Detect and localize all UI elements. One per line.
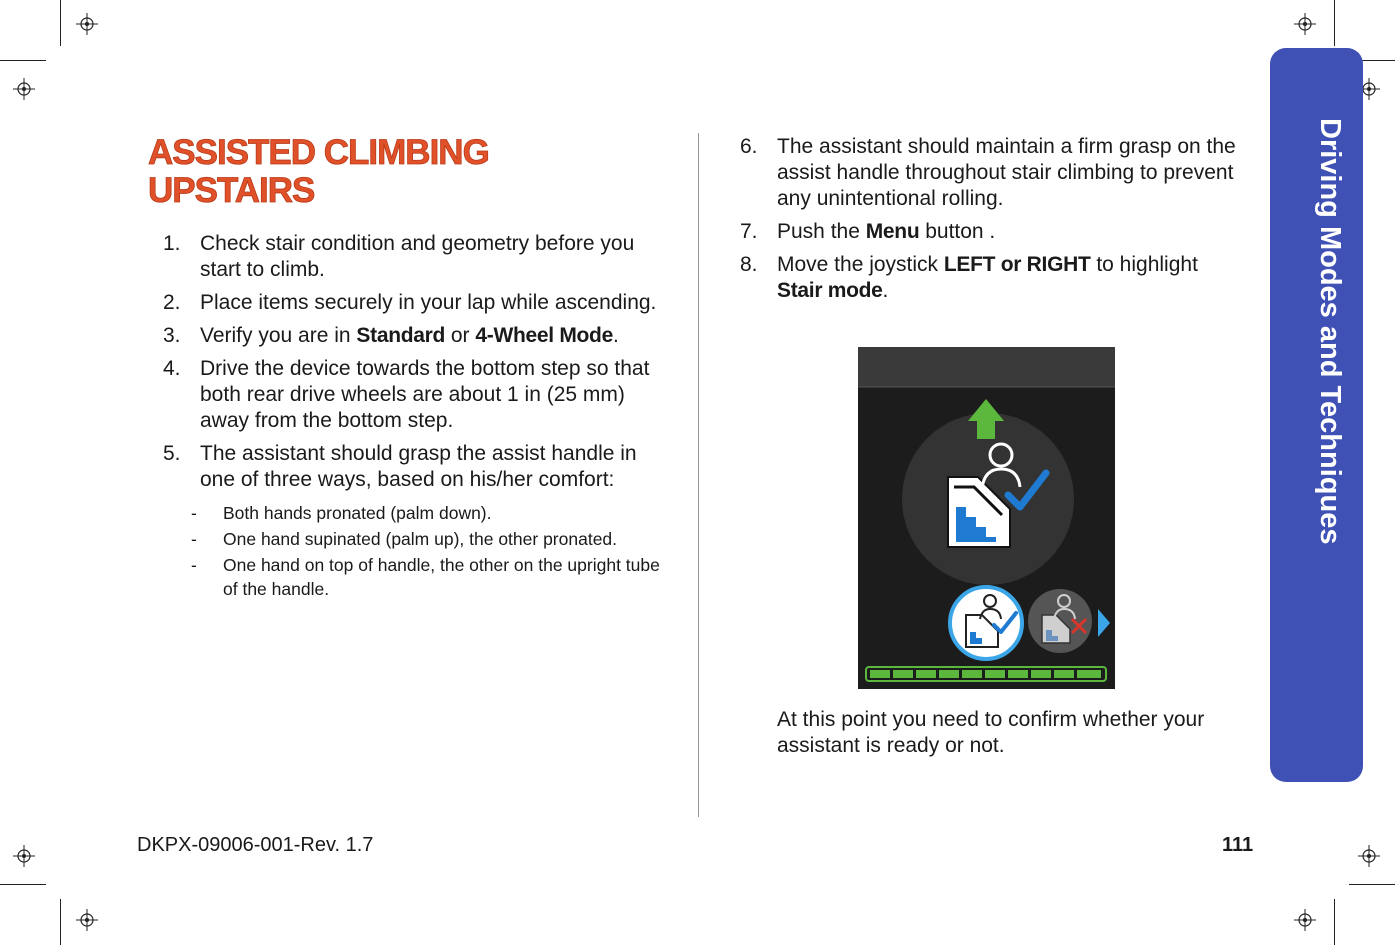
step-number: 7. xyxy=(740,220,758,243)
instruction-paragraph: At this point you need to confirm whether your assistant is ready or not. xyxy=(777,708,1205,757)
step-text: Drive the device towards the bottom step so that both rear drive wheels are about 1 in (25 mm) away from the bottom step. xyxy=(200,357,650,432)
registration-mark-icon xyxy=(76,909,98,931)
crop-mark xyxy=(1349,884,1395,885)
registration-mark-icon xyxy=(13,78,35,100)
step-text: or xyxy=(445,324,476,347)
registration-mark-icon xyxy=(76,13,98,35)
mode-name: Stair mode xyxy=(777,279,883,302)
list-item xyxy=(163,356,673,434)
registration-mark-icon xyxy=(13,845,35,867)
device-screen-illustration xyxy=(858,347,1115,689)
list-item xyxy=(163,323,673,349)
list-item xyxy=(740,252,1240,304)
screen-header-bar xyxy=(858,347,1115,387)
step-text: button . xyxy=(919,220,996,243)
list-item xyxy=(163,231,673,283)
step-text: Push the xyxy=(777,220,866,243)
list-item xyxy=(163,290,673,316)
list-item xyxy=(740,219,1240,245)
crop-mark xyxy=(1334,0,1335,46)
page-title xyxy=(148,134,648,210)
column-divider xyxy=(698,133,699,817)
crop-mark xyxy=(0,884,46,885)
crop-mark xyxy=(1334,899,1335,945)
sub-item-dash: - xyxy=(191,529,197,549)
registration-mark-icon xyxy=(1358,845,1380,867)
sub-list-item xyxy=(163,527,673,551)
sub-item-text: One hand supinated (palm up), the other pronated. xyxy=(223,529,618,549)
list-item xyxy=(163,441,673,493)
steps-list-right xyxy=(740,134,1240,311)
step-text: Move the joystick xyxy=(777,253,944,276)
document-id: DKPX-09006-001-Rev. 1.7 xyxy=(137,834,374,856)
step-text: Verify you are in xyxy=(200,324,357,347)
sub-item-dash: - xyxy=(191,555,197,575)
mode-name: Standard xyxy=(356,324,446,347)
sub-item-text: Both hands pronated (palm down). xyxy=(223,503,492,523)
crop-mark xyxy=(60,899,61,945)
step-number: 4. xyxy=(163,357,181,380)
steps-list-left xyxy=(163,231,673,605)
step-text: The assistant should grasp the assist handle in one of three ways, based on his/her comfort: xyxy=(200,442,637,491)
section-tab-label: Driving Modes and Techniques xyxy=(1314,118,1346,545)
step-number: 2. xyxy=(163,291,181,314)
step-number: 6. xyxy=(740,135,758,158)
crop-mark xyxy=(0,60,46,61)
sub-list-item xyxy=(163,501,673,525)
page-number: 111 xyxy=(1222,834,1254,856)
list-item xyxy=(740,134,1240,212)
direction-name: LEFT or RIGHT xyxy=(943,253,1091,276)
title-line: ASSISTED CLIMBING xyxy=(148,133,489,172)
step-text: . xyxy=(882,279,889,302)
step-text: to highlight xyxy=(1090,253,1198,276)
step-number: 3. xyxy=(163,324,181,347)
mode-name: 4-Wheel Mode xyxy=(475,324,613,347)
step-number: 5. xyxy=(163,442,181,465)
step-text: Place items securely in your lap while ascending. xyxy=(200,291,657,314)
registration-mark-icon xyxy=(1294,13,1316,35)
step-number: 1. xyxy=(163,232,181,255)
crop-mark xyxy=(60,0,61,46)
registration-mark-icon xyxy=(1294,909,1316,931)
title-line: UPSTAIRS xyxy=(148,171,315,210)
stair-mode-icon xyxy=(950,587,1022,659)
button-name: Menu xyxy=(865,220,920,243)
sub-item-dash: - xyxy=(191,503,197,523)
step-text: . xyxy=(612,324,619,347)
step-text: Check stair condition and geometry before you start to climb. xyxy=(200,232,635,281)
sub-list-item xyxy=(163,553,673,601)
sub-item-text: One hand on top of handle, the other on the upright tube of the handle. xyxy=(223,555,660,599)
step-number: 8. xyxy=(740,253,758,276)
step-text: The assistant should maintain a firm grasp on the assist handle throughout stair climbing to prevent any unintentional rolling. xyxy=(777,135,1236,210)
